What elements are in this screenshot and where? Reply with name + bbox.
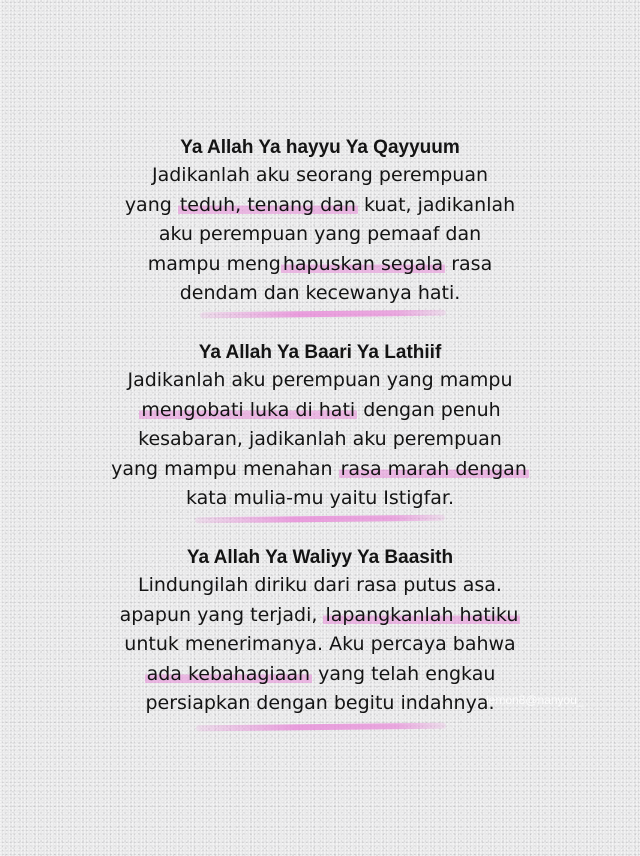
text-line: Jadikanlah aku seorang perempuan: [151, 164, 489, 186]
section-heading: Ya Allah Ya hayyu Ya Qayyuum: [180, 137, 460, 158]
prayer-section-1: [0, 135, 640, 309]
highlight-stroke: [195, 515, 445, 524]
watermark: lemon8@nanyou_: [486, 693, 584, 707]
highlighted-phrase: ada kebahagiaan: [146, 662, 311, 685]
prayer-section-2: [0, 340, 640, 514]
text-line: apapun yang terjadi, lapangkanlah hatiku: [119, 603, 519, 626]
text-line: dendam dan kecewanya hati.: [179, 282, 461, 304]
highlighted-phrase: mengobati luka di hati: [141, 398, 356, 421]
text-line: yang teduh, tenang dan kuat, jadikanlah: [124, 193, 516, 216]
text-line: Lindungilah diriku dari rasa putus asa.: [138, 574, 502, 596]
text-line: Jadikanlah aku perempuan yang mampu: [127, 369, 513, 391]
highlighted-phrase: teduh, tenang dan: [179, 193, 356, 216]
text-line: kata mulia-mu yaitu Istigfar.: [185, 487, 455, 509]
highlight-stroke: [200, 310, 446, 319]
text-line: untuk menerimanya. Aku percaya bahwa: [124, 633, 516, 655]
highlight-stroke: [196, 723, 446, 732]
highlighted-phrase: lapangkanlah hatiku: [325, 603, 519, 626]
text-line: mengobati luka di hati dengan penuh: [141, 398, 501, 421]
highlighted-phrase: rasa marah dengan: [340, 457, 527, 480]
highlighted-phrase: hapuskan segala: [282, 252, 444, 275]
text-line: yang mampu menahan rasa marah dengan: [111, 457, 527, 480]
text-line: mampu meng hapuskan segala rasa: [147, 252, 493, 275]
text-line: aku perempuan yang pemaaf dan: [158, 223, 482, 245]
text-line: kesabaran, jadikanlah aku perempuan: [138, 428, 502, 450]
text-line: persiapkan dengan begitu indahnya.: [145, 692, 495, 714]
text-line: ada kebahagiaan yang telah engkau: [146, 662, 496, 685]
section-heading: Ya Allah Ya Waliyy Ya Baasith: [186, 547, 454, 568]
section-heading: Ya Allah Ya Baari Ya Lathiif: [198, 342, 442, 363]
